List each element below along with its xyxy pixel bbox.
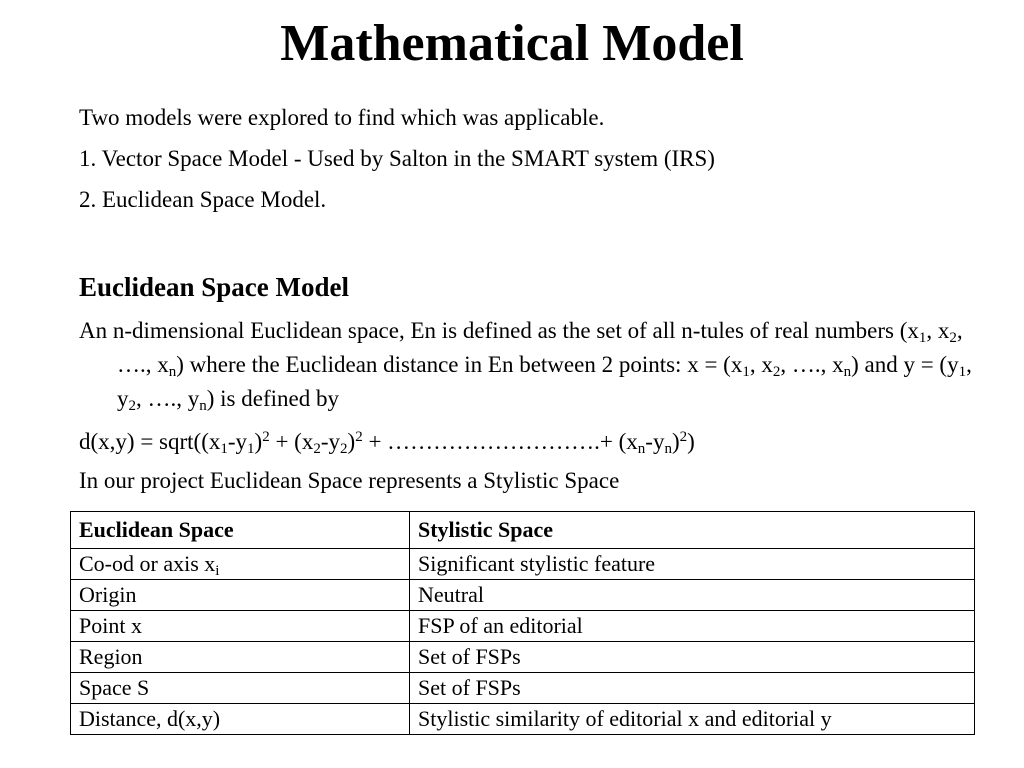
table-cell: Neutral — [410, 580, 975, 611]
subscript: 2 — [128, 398, 136, 414]
column-header-stylistic: Stylistic Space — [410, 512, 975, 549]
superscript: 2 — [355, 429, 363, 445]
table-cell: Significant stylistic feature — [410, 549, 975, 580]
table-header-row — [71, 512, 975, 549]
model-item-1: 1. Vector Space Model - Used by Salton in the SMART system (IRS) — [79, 146, 715, 171]
table-row — [71, 704, 975, 735]
subscript: n — [168, 364, 177, 380]
definition-part: ) is defined by — [206, 386, 339, 411]
formula-part: ) — [671, 429, 680, 454]
table-cell: Origin — [71, 580, 410, 611]
table-cell — [71, 549, 410, 580]
table-row — [71, 549, 975, 580]
formula-part: ) — [687, 429, 695, 454]
column-header-euclidean: Euclidean Space — [71, 512, 410, 549]
subscript: 1 — [958, 364, 967, 380]
mapping-table — [70, 511, 975, 735]
subscript: n — [843, 364, 852, 380]
formula-part: + ……………………….+ (x — [362, 429, 638, 454]
table-cell: Stylistic similarity of editorial x and editorial y — [410, 704, 975, 735]
formula-part: ) — [347, 429, 356, 454]
table-cell: FSP of an editorial — [410, 611, 975, 642]
formula-part: -y — [227, 429, 248, 454]
definition-part: ) and y = (y — [851, 352, 959, 377]
definition-part: , x — [926, 318, 950, 343]
table-cell: Space S — [71, 673, 410, 704]
subscript: 2 — [949, 330, 957, 346]
model-item-2: 2. Euclidean Space Model. — [79, 187, 327, 212]
table-row — [71, 611, 975, 642]
table-cell: Set of FSPs — [410, 673, 975, 704]
formula-part: -y — [645, 429, 665, 454]
distance-formula — [79, 427, 695, 457]
subscript: 2 — [340, 441, 348, 457]
superscript: 2 — [679, 429, 688, 445]
intro-text: Two models were explored to find which was applicable. — [79, 105, 605, 130]
table-row — [71, 642, 975, 673]
definition-text — [79, 314, 984, 416]
definition-part: , x — [749, 352, 773, 377]
definition-part: An n-dimensional Euclidean space, En is defined as the set of all n-tules of real numbers (x — [79, 318, 919, 343]
table-cell: Region — [71, 642, 410, 673]
table-row — [71, 580, 975, 611]
section-heading: Euclidean Space Model — [79, 272, 350, 302]
formula-part: d(x,y) = sqrt((x — [79, 429, 221, 454]
table-cell: Point x — [71, 611, 410, 642]
formula-part: + (x — [269, 429, 314, 454]
subscript: 1 — [742, 364, 750, 380]
subscript: 2 — [313, 441, 321, 457]
subscript: n — [637, 441, 646, 457]
subscript: n — [199, 398, 207, 414]
subscript: 1 — [220, 441, 228, 457]
table-cell: Distance, d(x,y) — [71, 704, 410, 735]
definition-part: , …., y — [136, 386, 200, 411]
project-note: In our project Euclidean Space represents a Stylistic Space — [79, 468, 620, 493]
formula-part: -y — [320, 429, 341, 454]
definition-part: , …., x — [117, 318, 963, 377]
definition-part: , …., x — [780, 352, 844, 377]
definition-part: , y — [117, 352, 972, 411]
formula-part: ) — [254, 429, 263, 454]
subscript: n — [664, 441, 672, 457]
cell-text: Co-od or axis x — [79, 551, 216, 576]
superscript: 2 — [262, 429, 270, 445]
definition-part: ) where the Euclidean distance in En between 2 points: x = (x — [176, 352, 743, 377]
table-cell: Set of FSPs — [410, 642, 975, 673]
subscript: i — [215, 563, 220, 579]
page-title: Mathematical Model — [280, 15, 744, 72]
subscript: 1 — [247, 441, 255, 457]
subscript: 1 — [918, 330, 927, 346]
table-row — [71, 673, 975, 704]
subscript: 2 — [772, 364, 781, 380]
